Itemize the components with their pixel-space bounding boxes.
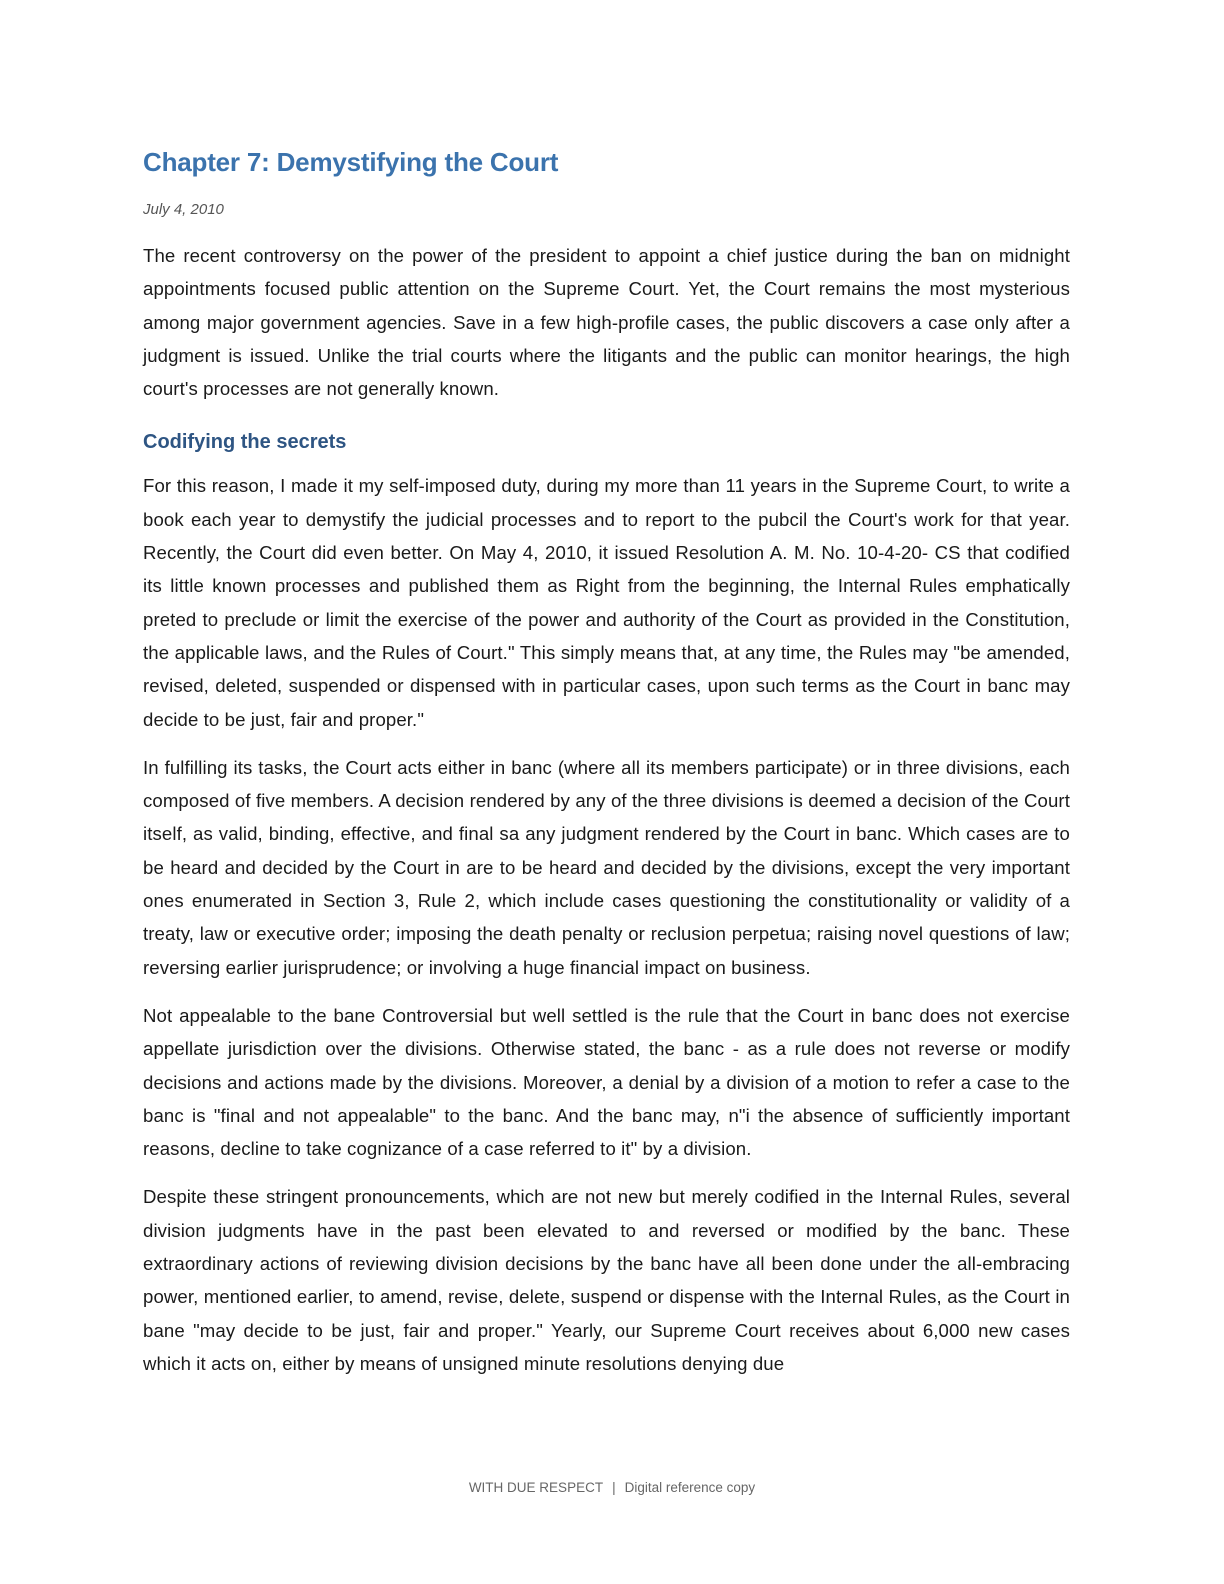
body-paragraph: Despite these stringent pronouncements, which are not new but merely codified in the Internal Rules, several division judgments have in the past been elevated to and reversed or modified by the banc. These extraordinary actions of reviewing division decisions by the banc have all been done under the all-embracing power, mentioned earlier, to amend, revise, delete, suspend or dispense with the Internal Rules, as the Court in bane "may decide to be just, fair and proper." Yearly, our Supreme Court receives about 6,000 new cases which it acts on, either by means of unsigned minute resolutions denying due [143, 1186, 1070, 1374]
page-footer [0, 1478, 1224, 1498]
intro-paragraph: The recent controversy on the power of the president to appoint a chief justice during the ban on midnight appointments focused public attention on the Supreme Court. Yet, the Court remains the most mysterious among major government agencies. Save in a few high-profile cases, the public discovers a case only after a judgment is issued. Unlike the trial courts where the litigants and the public can monitor hearings, the high court's processes are not generally known. [143, 245, 1070, 400]
footer-book-title: WITH DUE RESPECT [468, 1480, 604, 1495]
body-paragraph: Not appealable to the bane Controversial but well settled is the rule that the Court in banc does not exercise appellate jurisdiction over the divisions. Otherwise stated, the banc - as a rule does not reverse or modify decisions and actions made by the divisions. Moreover, a denial by a division of a motion to refer a case to the banc is "final and not appealable" to the banc. And the banc may, n"i the absence of sufficiently important reasons, decline to take cognizance of a case referred to it" by a division. [143, 1004, 1070, 1160]
footer-copy-note: Digital reference copy [624, 1480, 756, 1495]
body-paragraph: In fulfilling its tasks, the Court acts either in banc (where all its members participate) or in three divisions, each composed of five members. A decision rendered by any of the three divisions is deemed a decision of the Court itself, as valid, binding, effective, and final sa any judgment rendered by the Court in banc. Which cases are to be heard and decided by the Court in are to be heard and decided by the divisions, except the very important ones enumerated in Section 3, Rule 2, which include cases questioning the constitutionality or validity of a treaty, law or executive order; imposing the death penalty or reclusion perpetua; raising novel questions of law; reversing earlier jurisprudence; or involving a huge financial impact on business. [143, 756, 1070, 978]
body-paragraph: For this reason, I made it my self-imposed duty, during my more than 11 years in the Supreme Court, to write a book each year to demystify the judicial processes and to report to the pubcil the Court's work for that year. Recently, the Court did even better. On May 4, 2010, it issued Resolution A. M. No. 10-4-20- CS that codified its little known processes and published them as Right from the beginning, the Internal Rules emphatically preted to preclude or limit the exercise of the power and authority of the Court as provided in the Constitution, the applicable laws, and the Rules of Court." This simply means that, at any time, the Rules may "be amended, revised, deleted, suspended or dispensed with in particular cases, upon such terms as the Court in banc may decide to be just, fair and proper." [143, 475, 1070, 730]
document-page [143, 140, 1070, 1380]
footer-separator: | [612, 1480, 616, 1495]
publication-date: July 4, 2010 [143, 201, 224, 218]
chapter-title: Chapter 7: Demystifying the Court [143, 147, 559, 177]
section-heading: Codifying the secrets [143, 431, 347, 454]
